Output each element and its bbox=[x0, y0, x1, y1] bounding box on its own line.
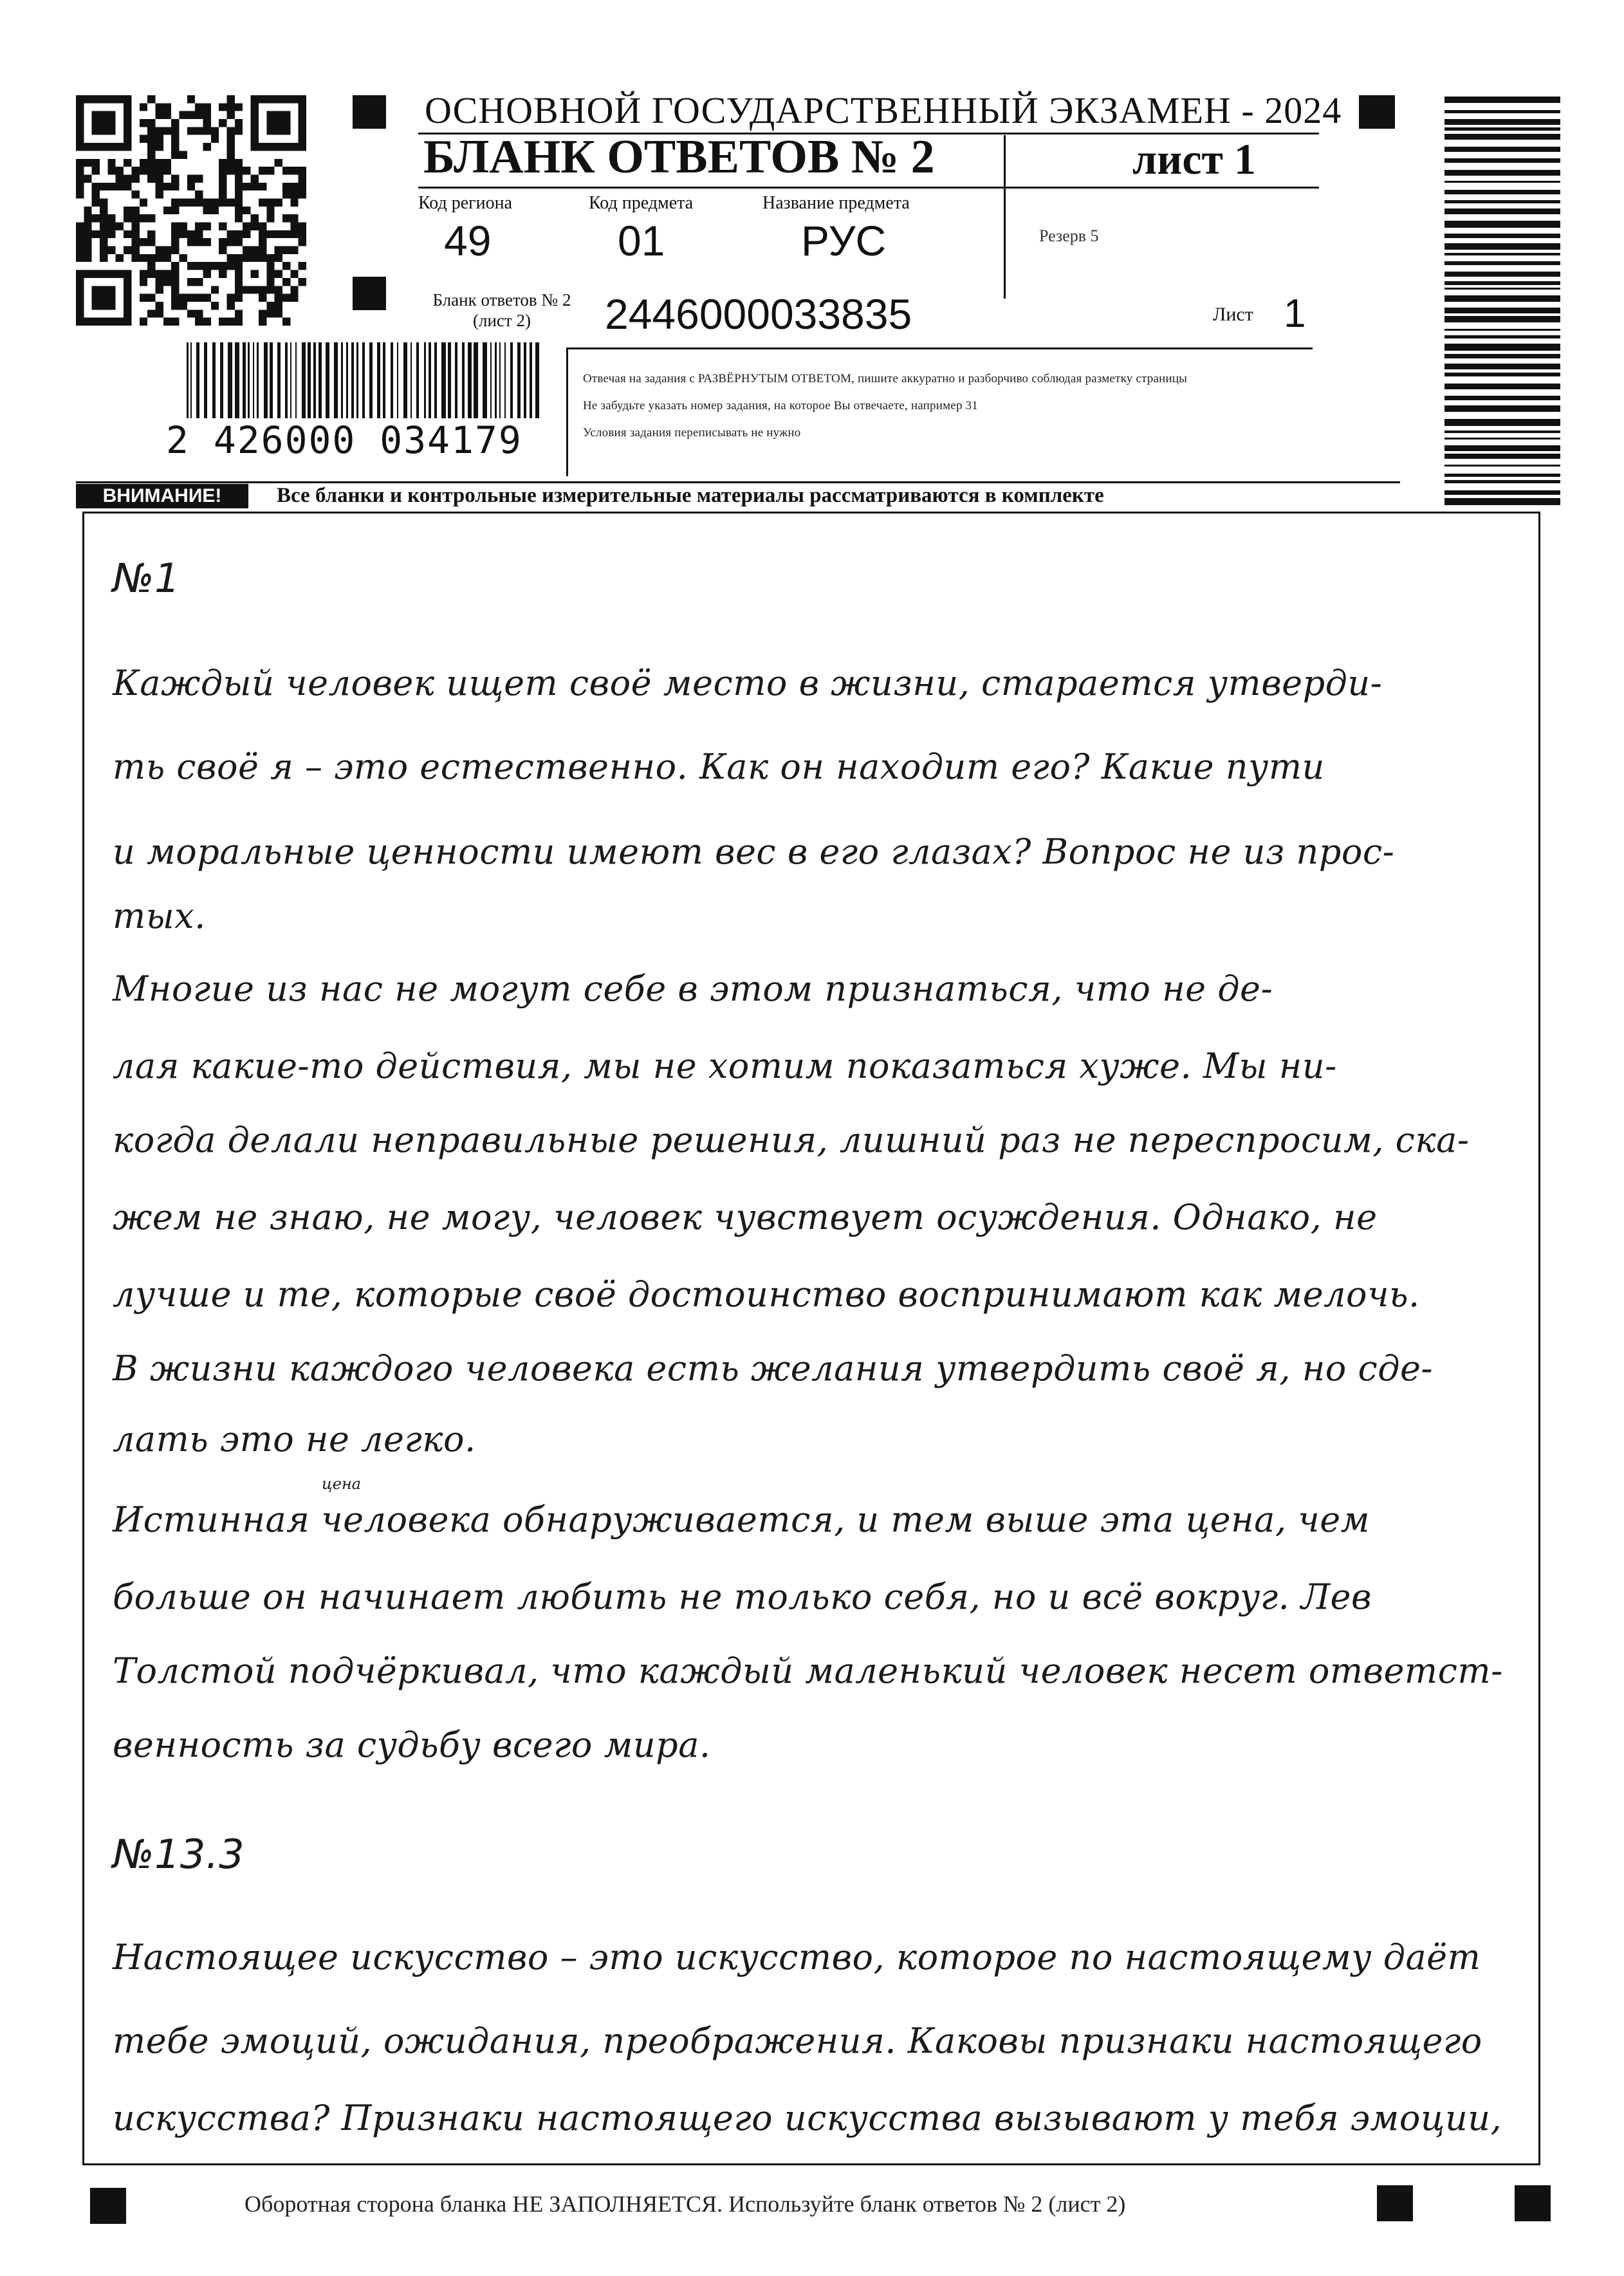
instruction-line-3: Условия задания переписывать не нужно bbox=[583, 426, 801, 439]
handwritten-line: когда делали неправильные решения, лишний раз не переспросим, ска- bbox=[113, 1120, 1470, 1160]
reserve-field: Резерв 5 bbox=[1039, 227, 1099, 245]
handwritten-line: Истинная человека обнаруживается, и тем выше эта цена, чем bbox=[113, 1499, 1370, 1540]
handwritten-line: больше он начинает любить не только себя, но и всё вокруг. Лев bbox=[113, 1577, 1372, 1617]
list-label: Лист bbox=[1213, 304, 1253, 325]
handwritten-line: венность за судьбу всего мира. bbox=[113, 1725, 711, 1765]
instruction-line-2: Не забудьте указать номер задания, на которое Вы отвечаете, например 31 bbox=[583, 399, 978, 412]
handwritten-line: лая какие-то действия, мы не хотим показаться хуже. Мы ни- bbox=[113, 1046, 1337, 1086]
region-code-value: 49 bbox=[444, 217, 492, 264]
handwritten-line: Настоящее искусство – это искусство, которое по настоящему даёт bbox=[113, 1937, 1481, 1977]
qr-code bbox=[76, 95, 306, 326]
handwritten-line: ть своё я – это естественно. Как он находит его? Какие пути bbox=[113, 746, 1325, 787]
registration-mark-bottom-mid bbox=[1377, 2185, 1413, 2221]
subject-name-value: РУС bbox=[801, 217, 887, 264]
registration-mark-top-left bbox=[353, 95, 386, 129]
handwritten-line: жем не знаю, не могу, человек чувствует осуждения. Однако, не bbox=[113, 1197, 1378, 1237]
barcode-number: 2 426000 034179 bbox=[166, 418, 522, 462]
blank-number-label-line1: Бланк ответов № 2 bbox=[432, 290, 571, 310]
registration-mark-bottom-right bbox=[1515, 2185, 1551, 2221]
attention-badge: ВНИМАНИЕ! bbox=[76, 484, 248, 508]
footer-note: Оборотная сторона бланка НЕ ЗАПОЛНЯЕТСЯ. Используйте бланк ответов № 2 (лист 2) bbox=[245, 2191, 1126, 2217]
registration-mark-mid-left bbox=[353, 277, 386, 310]
instruction-line-1: Отвечая на задания с РАЗВЁРНУТЫМ ОТВЕТОМ, пишите аккуратно и разборчиво соблюдая разметку страницы bbox=[583, 372, 1188, 385]
subject-code-label: Код предмета bbox=[589, 193, 694, 213]
list-value: 1 bbox=[1284, 291, 1306, 336]
handwritten-line: Толстой подчёркивал, что каждый маленький человек несет ответст- bbox=[113, 1651, 1503, 1691]
registration-mark-top-right bbox=[1359, 95, 1395, 129]
header-underline bbox=[418, 187, 1319, 189]
handwritten-line: и моральные ценности имеют вес в его глазах? Вопрос не из прос- bbox=[113, 831, 1395, 872]
blank-number-label-line2: (лист 2) bbox=[473, 311, 531, 330]
registration-mark-bottom-left bbox=[90, 2188, 126, 2224]
handwritten-line: лать это не легко. bbox=[113, 1419, 476, 1459]
blank-title: БЛАНК ОТВЕТОВ № 2 bbox=[423, 131, 935, 183]
blank-number-value: 2446000033835 bbox=[605, 290, 912, 338]
handwritten-line: тебе эмоций, ожидания, преображения. Каковы признаки настоящего bbox=[113, 2021, 1482, 2061]
task-number-1: №1 bbox=[113, 555, 180, 602]
sheet-title: лист 1 bbox=[1132, 134, 1256, 183]
blank-number-underline bbox=[566, 347, 1313, 349]
blank-number-label bbox=[412, 290, 592, 331]
handwritten-line: лучше и те, которые своё достоинство воспринимают как мелочь. bbox=[113, 1274, 1420, 1315]
task-number-2: №13.3 bbox=[113, 1831, 245, 1878]
barcode-horizontal bbox=[187, 342, 539, 418]
handwritten-insertion: цена bbox=[322, 1475, 362, 1493]
handwritten-line: искусства? Признаки настоящего искусства вызывают у тебя эмоции, bbox=[113, 2098, 1502, 2138]
header-vertical-divider bbox=[1004, 135, 1006, 299]
handwritten-line: В жизни каждого человека есть желания утвердить своё я, но сде- bbox=[113, 1348, 1434, 1389]
handwritten-line: Каждый человек ищет своё место в жизни, старается утверди- bbox=[113, 663, 1383, 703]
exam-title: ОСНОВНОЙ ГОСУДАРСТВЕННЫЙ ЭКЗАМЕН - 2024 bbox=[425, 89, 1342, 131]
region-code-label: Код региона bbox=[418, 193, 513, 213]
barcode-divider bbox=[566, 347, 568, 476]
handwritten-line: Многие из нас не могут себе в этом признаться, что не де- bbox=[113, 968, 1273, 1009]
handwritten-line: тых. bbox=[113, 896, 206, 936]
attention-text: Все бланки и контрольные измерительные материалы рассматриваются в комплекте bbox=[277, 484, 1104, 507]
attention-top-rule bbox=[76, 481, 1400, 483]
subject-name-label: Название предмета bbox=[762, 193, 910, 213]
subject-code-value: 01 bbox=[618, 217, 665, 264]
barcode-vertical bbox=[1444, 97, 1560, 507]
